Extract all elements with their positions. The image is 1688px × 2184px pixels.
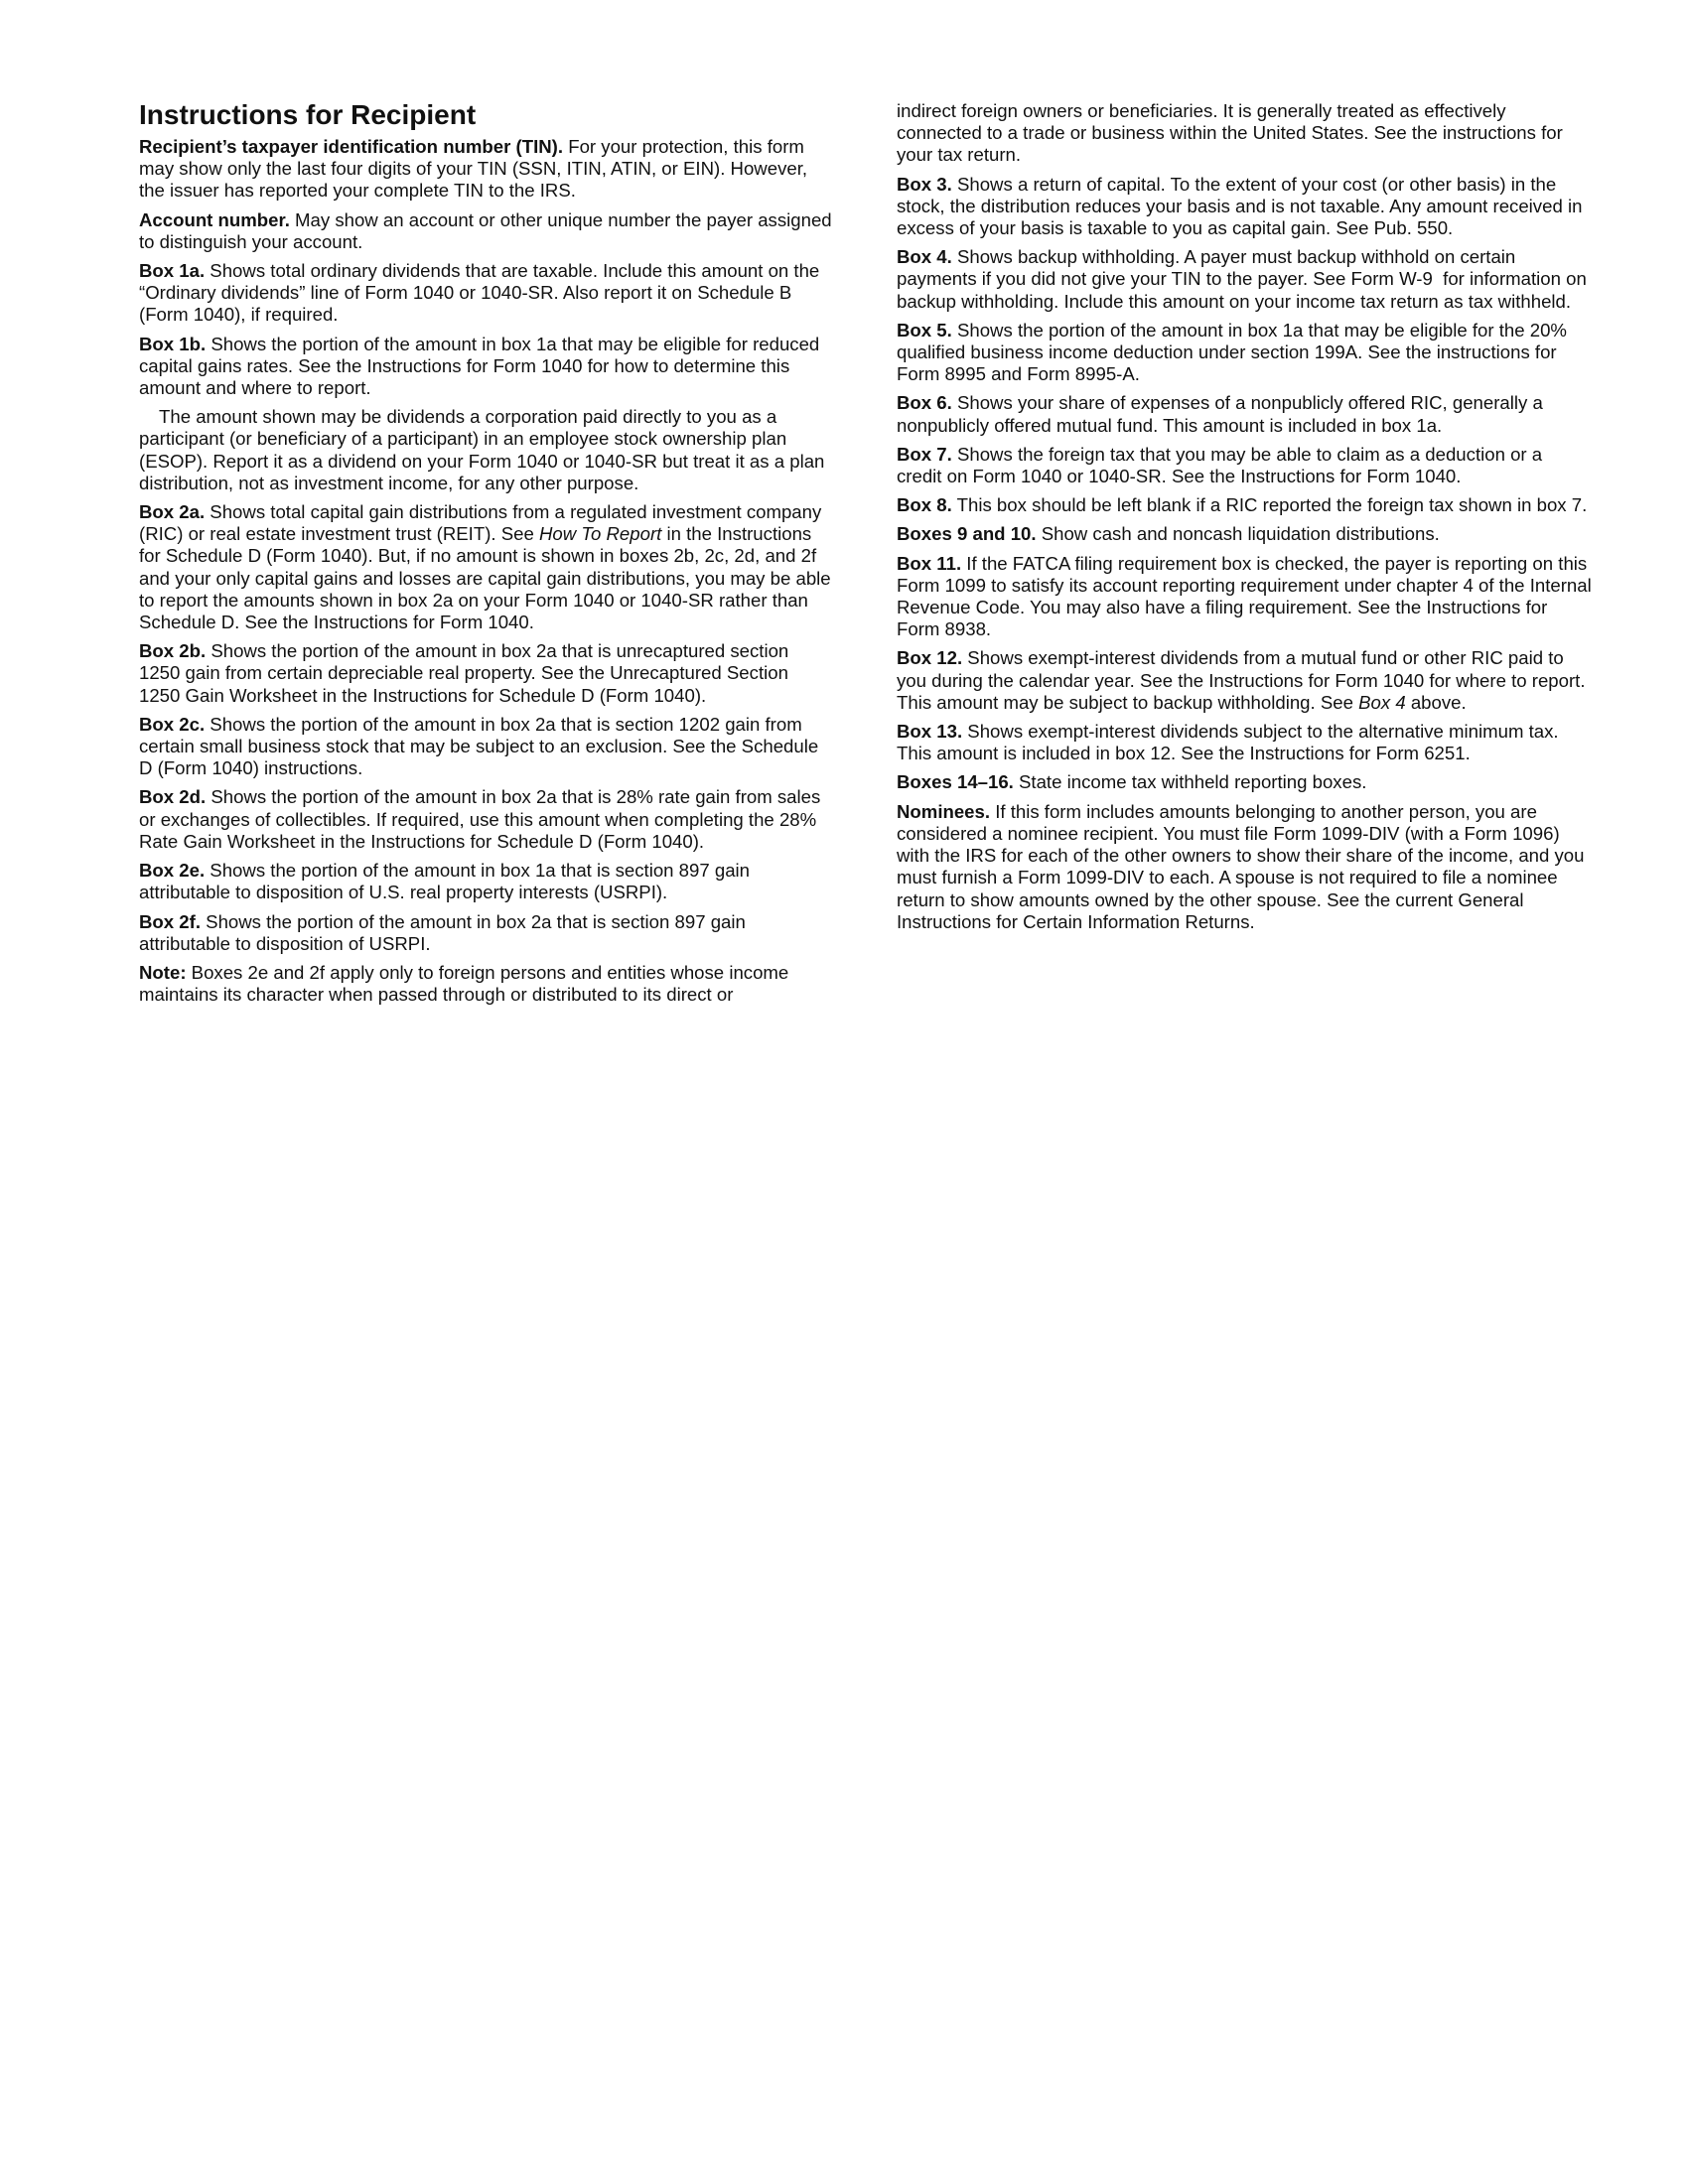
paragraph-text: Shows a return of capital. To the extent of your cost (or other basis) in the stock, the distribution reduces your basis and is not taxable. Any amount received in excess of your basis is taxable to you as capital gain. See Pub. 550. [897,173,1583,239]
paragraph-lead: Box 13. [897,721,963,743]
paragraph-text: Shows the portion of the amount in box 2a that is section 897 gain attributable to disposition of USRPI. [139,910,746,954]
paragraph-text: The amount shown may be dividends a corporation paid directly to you as a participant (or beneficiary of a participant) in an employee stock ownership plan (ESOP). Report it as a dividend on your Form 1040 or 1040-SR but treat it as a plan distribution, not as investment income, for any other purpose. [139,406,825,493]
paragraph-box-4 [897,246,1592,313]
paragraph-text: Shows the portion of the amount in box 1a that is section 897 gain attributable to disposition of U.S. real property interests (USRPI). [139,860,751,903]
paragraph-lead: Note: [139,961,187,983]
paragraph-text: May show an account or other unique number the payer assigned to distinguish your account. [139,208,832,252]
paragraph-emphasis: Box 4 [1358,691,1406,713]
paragraph-account-number [139,209,834,253]
paragraph-text: Shows exempt-interest dividends subject to the alternative minimum tax. This amount is included in box 12. See the Instructions for Form 6251. [897,721,1559,764]
paragraph-box-2d [139,786,834,853]
paragraph-text: Shows the portion of the amount in box 2a that is 28% rate gain from sales or exchanges of collectibles. If required, use this amount when completing the 28% Rate Gain Worksheet in the Instructions for Schedule D (Form 1040). [139,786,821,852]
paragraph-esop-note [139,406,834,494]
paragraph-text: This box should be left blank if a RIC reported the foreign tax shown in box 7. [951,494,1588,516]
paragraph-text: If the FATCA filing requirement box is checked, the payer is reporting on this Form 1099 to satisfy its account reporting requirement under chapter 4 of the Internal Revenue Code. You may also have a filing requirement. See the Instructions for Form 8938. [897,552,1592,640]
paragraph-text: indirect foreign owners or beneficiaries. It is generally treated as effectively connected to a trade or business within the United States. See the instructions for your tax return. [897,100,1563,166]
paragraph-text: Shows total capital gain distributions from a regulated investment company (RIC) or real estate investment trust (REIT). See [139,501,822,545]
paragraph-box-2e [139,860,834,903]
paragraph-box-2c [139,714,834,780]
paragraph-box-2a [139,501,834,633]
paragraph-lead: Box 2c. [139,713,206,735]
paragraph-box-6 [897,392,1592,436]
paragraph-box-5 [897,320,1592,386]
paragraph-text: Shows total ordinary dividends that are taxable. Include this amount on the “Ordinary dividends” line of Form 1040 or 1040-SR. Also report it on Schedule B (Form 1040), if required. [139,260,820,326]
paragraph-lead: Account number. [139,208,290,230]
paragraph-boxes-9-10 [897,523,1592,545]
paragraph-text: Shows backup withholding. A payer must backup withhold on certain payments if you did not give your TIN to the payer. See Form W-9 for information on backup withholding. Include this amount on your income tax return as tax withheld. [897,246,1593,312]
paragraph-box-13 [897,721,1592,764]
paragraph-text: above. [1405,691,1467,713]
paragraph-box-11 [897,553,1592,641]
paragraph-text: Show cash and noncash liquidation distributions. [1036,523,1440,545]
paragraph-text: Shows the portion of the amount in box 1a that may be eligible for the 20% qualified business income deduction under section 199A. See the instructions for Form 8995 and Form 8995-A. [897,319,1567,385]
paragraph-lead: Box 2e. [139,860,206,882]
paragraph-text: Shows the portion of the amount in box 2a that is unrecaptured section 1250 gain from certain depreciable real property. See the Unrecaptured Section 1250 Gain Worksheet in the Instructions for Schedule D (Form 1040). [139,640,789,706]
paragraph-note [139,962,834,1006]
paragraph-lead: Box 6. [897,392,952,414]
paragraph-box-2f [139,911,834,955]
page-title: Instructions for Recipient [139,99,477,130]
paragraph-lead: Recipient’s taxpayer identification number (TIN). [139,136,564,157]
paragraph-box-2b [139,640,834,707]
paragraph-lead: Box 8. [897,494,952,516]
paragraph-box-8 [897,494,1592,516]
paragraph-text: Shows your share of expenses of a nonpublicly offered RIC, generally a nonpublicly offered mutual fund. This amount is included in box 1a. [897,392,1543,436]
paragraph-lead: Box 1a. [139,260,206,282]
paragraph-lead: Box 1b. [139,333,207,354]
paragraph-text: State income tax withheld reporting boxes. [1013,771,1367,793]
paragraph-lead: Box 2a. [139,501,206,523]
paragraph-box-1b [139,334,834,400]
paragraph-lead: Box 11. [897,552,962,574]
paragraph-box-3 [897,174,1592,240]
left-column [139,99,834,1013]
paragraph-text: If this form includes amounts belonging to another person, you are considered a nominee recipient. You must file Form 1099-DIV (with a Form 1096) with the IRS for each of the other owners to show their share of the income, and you must furnish a Form 1099-DIV to each. A spouse is not required to file a nominee return to show amounts owned by the other spouse. See the current General Instructions for Certain Information Returns. [897,800,1585,932]
paragraph-lead: Box 2d. [139,786,207,808]
paragraph-recipient-tin [139,136,834,203]
paragraph-lead: Box 2f. [139,910,201,932]
paragraph-text: For your protection, this form may show only the last four digits of your TIN (SSN, ITIN, ATIN, or EIN). However, the issuer has reported your complete TIN to the IRS. [139,136,808,202]
paragraph-lead: Box 5. [897,319,952,341]
paragraph-text: Shows the foreign tax that you may be able to claim as a deduction or a credit on Form 1040 or 1040-SR. See the Instructions for Form 1040. [897,443,1543,487]
paragraph-lead: Box 4. [897,246,952,268]
paragraph-emphasis: How To Report [538,523,662,545]
paragraph-lead: Boxes 9 and 10. [897,523,1037,545]
paragraph-nominees [897,801,1592,933]
paragraph-note-continued [897,100,1592,167]
paragraph-text: Boxes 2e and 2f apply only to foreign persons and entities whose income maintains its character when passed through or distributed to its direct or [139,961,789,1006]
paragraph-text: Shows the portion of the amount in box 1a that may be eligible for reduced capital gains rates. See the Instructions for Form 1040 for how to determine this amount and where to report. [139,333,820,399]
paragraph-lead: Box 7. [897,443,952,465]
paragraph-lead: Nominees. [897,800,991,822]
paragraph-text: in the Instructions for Schedule D (Form 1040). But, if no amount is shown in boxes 2b, 2c, 2d, and 2f and your only capital gains and losses are capital gain distributions, you may be able to report the amounts shown in box 2a on your Form 1040 or 1040-SR rather than Schedule D. See the Instructions for Form 1040. [139,523,831,633]
paragraph-lead: Box 3. [897,173,952,195]
paragraph-box-7 [897,444,1592,487]
paragraph-box-1a [139,260,834,327]
right-column [897,100,1592,940]
paragraph-boxes-14-16 [897,771,1592,793]
paragraph-lead: Box 12. [897,647,963,669]
paragraph-lead: Box 2b. [139,640,207,662]
paragraph-text: Shows exempt-interest dividends from a mutual fund or other RIC paid to you during the calendar year. See the Instructions for Form 1040 for where to report. This amount may be subject to backup withholding. See [897,647,1586,713]
paragraph-box-12 [897,647,1592,714]
paragraph-text: Shows the portion of the amount in box 2a that is section 1202 gain from certain small business stock that may be subject to an exclusion. See the Schedule D (Form 1040) instructions. [139,713,819,779]
paragraph-lead: Boxes 14–16. [897,771,1014,793]
